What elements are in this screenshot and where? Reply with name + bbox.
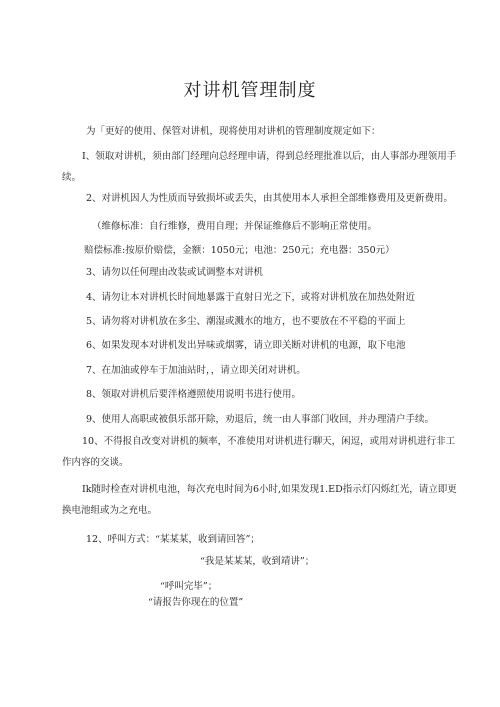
document-title: 对讲机管理制度 [183,80,317,101]
rule-8: 8、领取对讲机后要泮格遵照使用说明书进行使用。 [86,389,302,400]
call-reply-line: “我是某某某，收到靖讲”； [200,556,315,567]
rule-12: 12、呼叫方式：“某某某，收到请回答”； [86,534,260,545]
rule-4: 4、请勿让本对讲机长时间地暴露于直射日光之下，或将对讲机放在加热处附近 [86,292,416,303]
rule-3: 3、请勿以任何理由改装或试调整本对讲机 [86,267,264,278]
rule-10: 10、不得报自改变对讲机的频率，不准使用对讲机进行聊天，闲逗，或用对讲机进行非工作内容的交谈。 [62,436,456,468]
rule-5: 5、请勿将对讲机放在多尘、潮湿或溅水的地方，也不要放在不平稳的平面上 [86,316,406,327]
intro-paragraph: 为「更好的使用、保管对讲机，现将使用对讲机的管理制度规定如下： [86,126,381,137]
rule-11: Ik随时检查对讲机电池，每次充电时间为6小时,如果发现1.ED指示灯闪烁红光，请立即更换电池组或为之充电。 [62,484,457,516]
rule-7: 7、在加油或停车于加油站时，，请立即关闭对讲机。 [86,365,306,376]
rule-2-repair-note: （维修标准：自行维修，费用自理；并保证维修后不影响正常使用。 [92,221,378,232]
call-end-line: “呼叫完毕”； [160,581,218,592]
rule-1: I、领取对讲机，须由部门经理向总经理申请，得到总经理批准以后，由人事部办理领用手续。 [62,151,457,183]
rule-2: 2、对讲机因人为性质而导致损坏或丢失，由其使用本人承担全部维修费用及更新费用。 [86,193,454,204]
rule-9: 9、使用人高职或被俱乐部开除，劝退后，统一由人事部门收回，并办理清户手续。 [86,414,435,425]
rule-6: 6、如果发现本对讲机发出异味或烟雾，请立即关断对讲机的电源，取下电池 [86,340,406,351]
call-location-line: “请报告你现在的位置” [148,597,244,608]
rule-2-compensation-note: 赔偿标准:按原价赔偿，金额：1050元；电池：250元；充电器：350元） [84,245,395,256]
